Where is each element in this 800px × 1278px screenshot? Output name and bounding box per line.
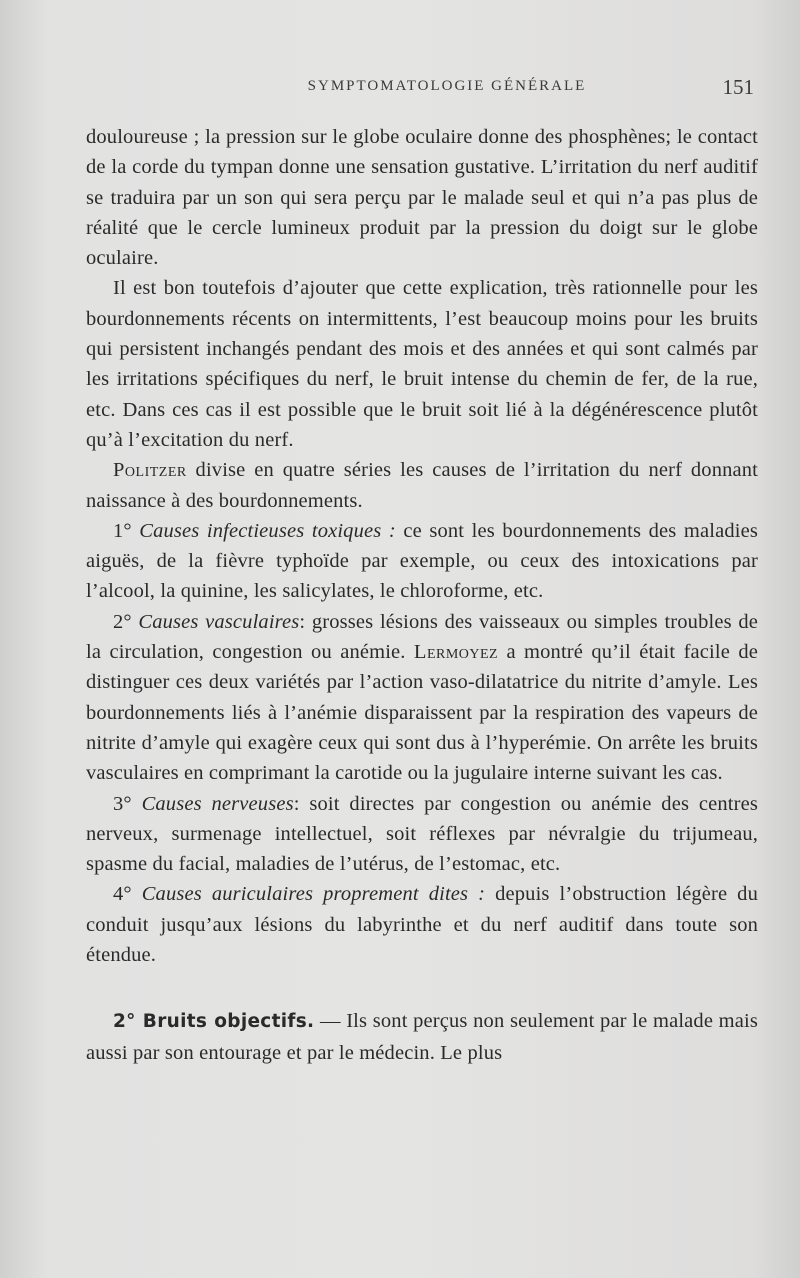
paragraph-objective-noises (86, 1006, 758, 1068)
page-number: 151 (722, 75, 754, 99)
item-number: 1° (113, 519, 140, 542)
author-name: Politzer (113, 459, 187, 482)
paragraph-politzer (86, 455, 758, 516)
paragraph-cause-2 (86, 607, 758, 789)
item-number: 2° (113, 610, 139, 633)
paragraph-cause-1 (86, 516, 758, 607)
paragraph-text: divise en quatre séries les causes de l’irritation du nerf donnant naissance à des bourdonnements. (86, 459, 758, 512)
cause-title: Causes vasculaires (138, 610, 300, 633)
item-number: 3° (113, 792, 142, 815)
paragraph-continuation: douloureuse ; la pression sur le globe oculaire donne des phosphènes; le contact de la corde du tympan donne une sensation gustative. L’irritation du nerf auditif se traduira par un son qui sera perçu par le malade seul et qui n’a pas plus de réalité que le cercle lumineux produit par la pression du doigt sur le globe oculaire. (86, 126, 758, 270)
paragraph-explanation: Il est bon toutefois d’ajouter que cette explication, très rationnelle pour les bourdonnements récents on intermittents, l’est beaucoup moins pour les bruits qui persistent inchangés pendant des mois et des années et qui sont calmés par les irritations spécifiques du nerf, le bruit intense du chemin de fer, de la rue, etc. Dans ces cas il est possible que le bruit soit lié à la dégénérescence plutôt qu’à l’excitation du nerf. (86, 277, 758, 451)
paragraph-cause-4 (86, 879, 758, 970)
paragraph-text: : grosses lésions des vaisseaux ou simples troubles de la circulation, congestion ou anémie. (86, 610, 758, 664)
cause-title: Causes infectieuses toxiques : (139, 519, 396, 542)
item-number: 4° (113, 883, 142, 906)
cause-title: Causes auriculaires proprement dites : (141, 883, 486, 906)
paragraph-text: — Ils sont perçus non seulement par le malade mais aussi par son entourage et par le médecin. Le plus (86, 1010, 758, 1064)
paragraph-text: a montré qu’il était facile de distinguer ces deux variétés par l’action vaso-dilatatrice du nitrite d’amyle. Les bourdonnements liés à l’anémie disparaissent par la respiration des vapeurs de nitrite d’amyle qui exagère ceux qui sont dus à l’hyperémie. On arrête les bruits vasculaires en comprimant la carotide ou la jugulaire interne suivant les cas. (86, 641, 759, 785)
section-heading: 2° Bruits objectifs. (113, 1011, 315, 1033)
section-gap (86, 970, 758, 1006)
paragraph-text: depuis l’obstruction légère du conduit jusqu’aux lésions du labyrinthe et du nerf auditif dans toute son étendue. (86, 883, 758, 967)
body-text (86, 122, 758, 1068)
running-title: SYMPTOMATOLOGIE GÉNÉRALE (307, 78, 587, 94)
paragraph-cause-3 (86, 789, 758, 880)
paragraph-text: ce sont les bourdonnements des maladies aiguës, de la fièvre typhoïde par exemple, ou ceux des intoxications par l’alcool, la quinine, les salicylates, le chloroforme, etc. (86, 519, 758, 603)
cause-title: Causes nerveuses (141, 792, 294, 815)
running-head (88, 75, 758, 104)
paragraph-text: : soit directes par congestion ou anémie des centres nerveux, surmenage intellectuel, soit réflexes par névralgie du trijumeau, spasme du facial, maladies de l’utérus, de l’estomac, etc. (86, 792, 758, 876)
author-name: Lermoyez (413, 641, 499, 664)
